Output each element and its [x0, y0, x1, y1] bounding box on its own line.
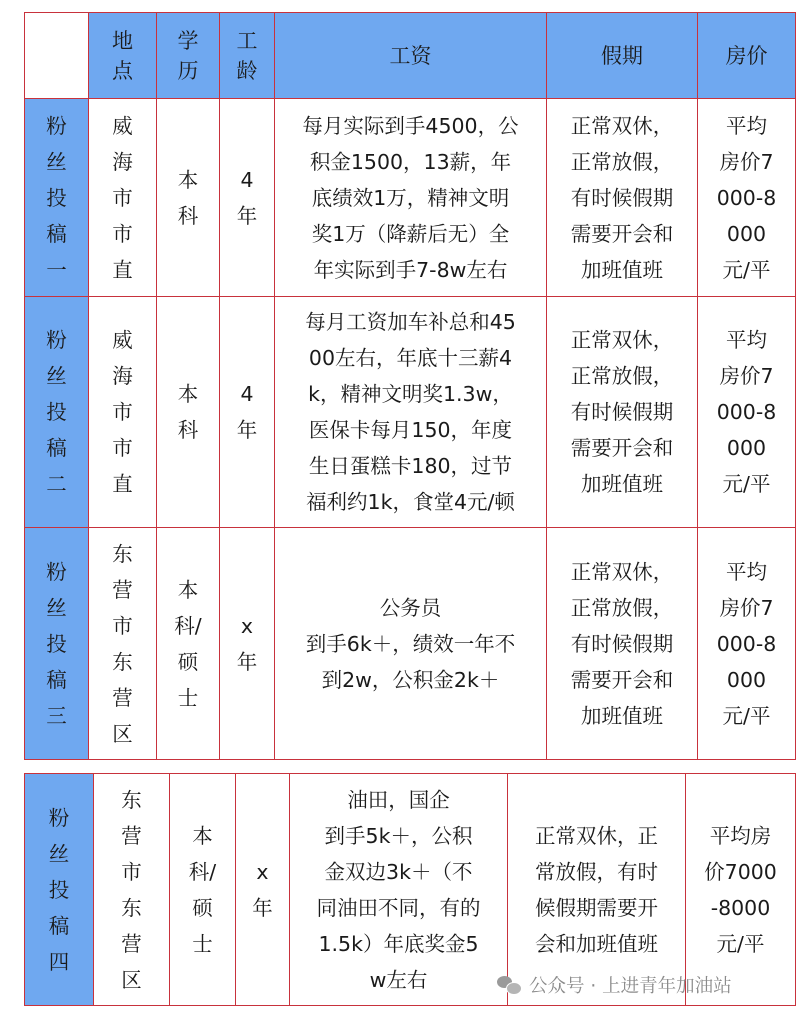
table-row	[25, 774, 796, 1006]
holidays-cell: 正常双休， 正常放假， 有时候假期 需要开会和 加班值班	[547, 99, 698, 297]
salary-cell: 每月工资加车补总和45 00左右，年底十三薪4 k，精神文明奖1.3w， 医保卡每月150，年度 生日蛋糕卡180，过节 福利约1k，食堂4元/顿	[275, 297, 547, 528]
header-row	[25, 13, 796, 99]
seniority-cell: 4年	[220, 297, 275, 528]
watermark-text: 公众号 · 上进青年加油站	[529, 976, 732, 997]
header-location: 地点	[89, 13, 157, 99]
holidays-cell: 正常双休，正 常放假，有时 候假期需要开 会和加班值班	[508, 774, 686, 1006]
table-row	[25, 528, 796, 760]
header-housing: 房价	[698, 13, 796, 99]
row-label: 粉丝投稿四	[25, 774, 94, 1006]
holidays-cell: 正常双休， 正常放假， 有时候假期 需要开会和 加班值班	[547, 528, 698, 760]
location-cell: 威海市市直	[89, 99, 157, 297]
seniority-cell: 4年	[220, 99, 275, 297]
wechat-icon	[497, 975, 521, 995]
salary-cell: 公务员 到手6k＋，绩效一年不 到2w，公积金2k＋	[275, 528, 547, 760]
salary-table	[24, 12, 796, 760]
housing-cell: 平均 房价7 000-8 000 元/平	[698, 528, 796, 760]
header-education: 学历	[157, 13, 220, 99]
education-cell: 本 科/ 硕 士	[170, 774, 236, 1006]
location-cell: 东营市东营区	[94, 774, 170, 1006]
housing-cell: 平均 房价7 000-8 000 元/平	[698, 99, 796, 297]
housing-cell: 平均房 价7000 -8000 元/平	[686, 774, 796, 1006]
seniority-cell: x年	[220, 528, 275, 760]
salary-cell: 油田，国企 到手5k＋，公积 金双边3k＋（不 同油田不同，有的 1.5k）年底奖金5 w左右	[290, 774, 508, 1006]
header-salary: 工资	[275, 13, 547, 99]
location-cell: 威海市市直	[89, 297, 157, 528]
education-cell: 本科	[157, 99, 220, 297]
education-cell: 本 科/ 硕 士	[157, 528, 220, 760]
table-row	[25, 99, 796, 297]
housing-cell: 平均 房价7 000-8 000 元/平	[698, 297, 796, 528]
watermark	[497, 972, 732, 998]
seniority-cell: x年	[236, 774, 290, 1006]
header-holidays: 假期	[547, 13, 698, 99]
holidays-cell: 正常双休， 正常放假， 有时候假期 需要开会和 加班值班	[547, 297, 698, 528]
row-label: 粉丝投稿三	[25, 528, 89, 760]
table-row	[25, 297, 796, 528]
salary-cell: 每月实际到手4500，公 积金1500，13薪，年 底绩效1万，精神文明 奖1万（降薪后无）全 年实际到手7-8w左右	[275, 99, 547, 297]
row-label: 粉丝投稿一	[25, 99, 89, 297]
header-seniority: 工龄	[220, 13, 275, 99]
location-cell: 东营市东营区	[89, 528, 157, 760]
corner-cell	[25, 13, 89, 99]
education-cell: 本科	[157, 297, 220, 528]
row-label: 粉丝投稿二	[25, 297, 89, 528]
